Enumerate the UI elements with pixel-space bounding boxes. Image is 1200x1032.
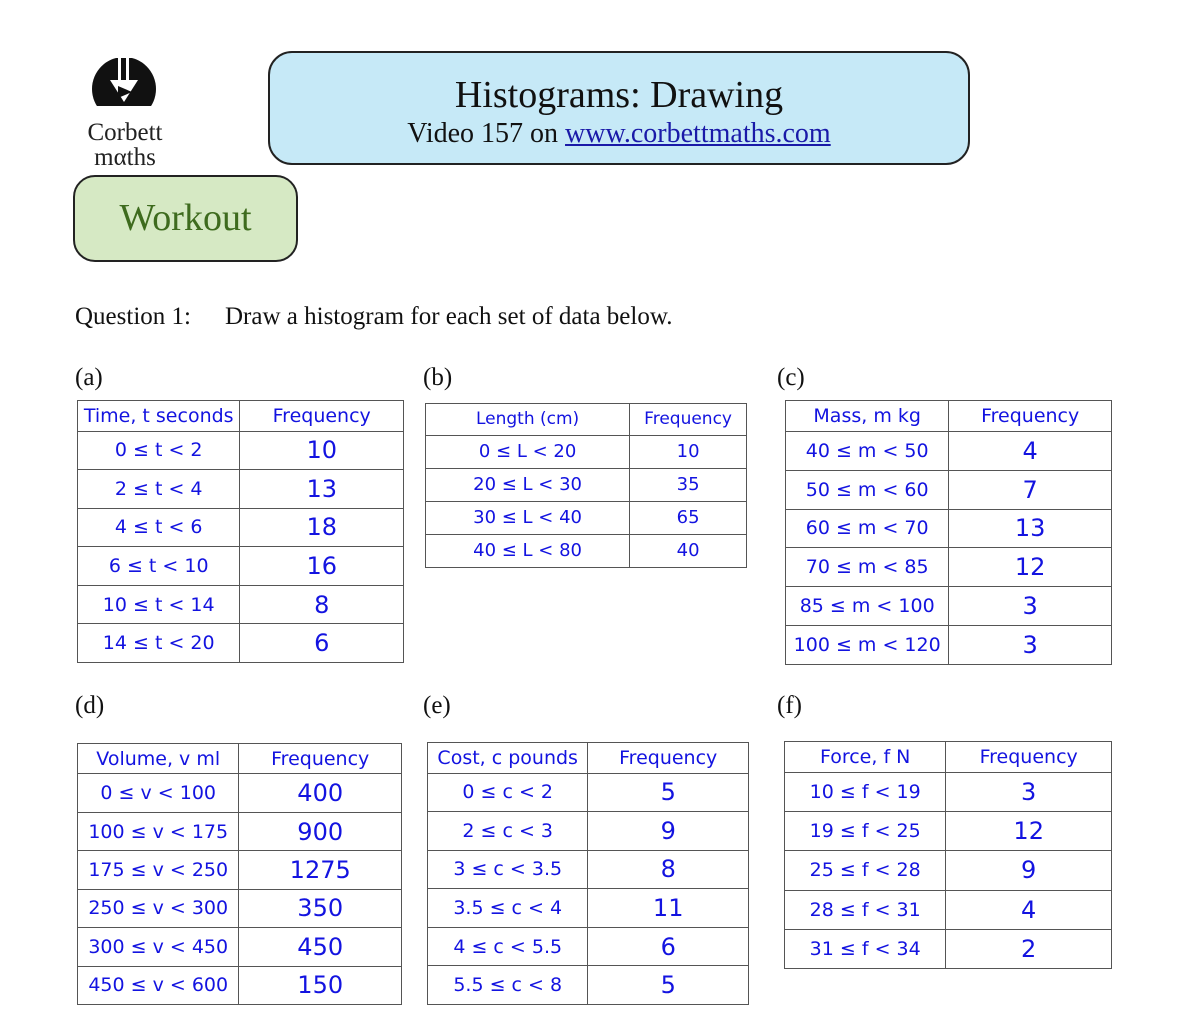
interval-cell: 60 ≤ m < 70 — [786, 509, 949, 548]
frequency-cell: 9 — [588, 812, 749, 851]
interval-cell: 0 ≤ L < 20 — [426, 435, 630, 468]
frequency-cell: 16 — [240, 547, 404, 586]
interval-cell: 19 ≤ f < 25 — [785, 812, 946, 851]
table-row — [786, 431, 1112, 470]
interval-cell: 175 ≤ v < 250 — [78, 851, 239, 889]
frequency-cell: 8 — [588, 850, 749, 889]
column-header-frequency: Frequency — [630, 404, 747, 436]
interval-cell: 40 ≤ m < 50 — [786, 431, 949, 470]
table-row — [428, 927, 749, 966]
interval-cell: 10 ≤ t < 14 — [78, 585, 240, 624]
title-banner — [268, 51, 970, 165]
table-row — [786, 470, 1112, 509]
frequency-cell: 11 — [588, 889, 749, 928]
interval-cell: 50 ≤ m < 60 — [786, 470, 949, 509]
column-header-frequency: Frequency — [949, 401, 1112, 432]
interval-cell: 25 ≤ f < 28 — [785, 851, 946, 890]
part-label-f: (f) — [777, 692, 802, 719]
frequency-table-f — [784, 741, 1112, 969]
table-row — [785, 890, 1112, 929]
interval-cell: 30 ≤ L < 40 — [426, 501, 630, 534]
logo-emblem-icon — [70, 58, 180, 120]
interval-cell: 250 ≤ v < 300 — [78, 889, 239, 927]
column-header-interval: Mass, m kg — [786, 401, 949, 432]
frequency-cell: 6 — [240, 624, 404, 663]
frequency-cell: 12 — [946, 812, 1112, 851]
interval-cell: 28 ≤ f < 31 — [785, 890, 946, 929]
table-row — [785, 812, 1112, 851]
part-label-c: (c) — [777, 364, 805, 391]
page-title: Histograms: Drawing — [454, 74, 784, 116]
table-row — [785, 773, 1112, 812]
table-row — [428, 812, 749, 851]
frequency-cell: 6 — [588, 927, 749, 966]
column-header-interval: Time, t seconds — [78, 401, 240, 432]
frequency-cell: 13 — [949, 509, 1112, 548]
website-link[interactable]: www.corbettmaths.com — [565, 118, 831, 149]
frequency-cell: 5 — [588, 966, 749, 1005]
frequency-cell: 35 — [630, 468, 747, 501]
table-row — [426, 501, 747, 534]
frequency-cell: 10 — [240, 431, 404, 470]
interval-cell: 0 ≤ c < 2 — [428, 773, 588, 812]
table-row — [426, 468, 747, 501]
frequency-cell: 400 — [239, 774, 402, 812]
table-row — [78, 508, 404, 547]
table-row — [78, 812, 402, 850]
column-header-interval: Volume, v ml — [78, 744, 239, 774]
table-header-row — [428, 743, 749, 774]
question-text: Draw a histogram for each set of data below. — [225, 303, 673, 330]
interval-cell: 40 ≤ L < 80 — [426, 534, 630, 567]
table-row — [786, 548, 1112, 587]
table-row — [428, 889, 749, 928]
table-row — [786, 626, 1112, 665]
interval-cell: 2 ≤ c < 3 — [428, 812, 588, 851]
part-label-b: (b) — [423, 364, 453, 391]
interval-cell: 4 ≤ t < 6 — [78, 508, 240, 547]
frequency-cell: 450 — [239, 928, 402, 966]
table-row — [78, 966, 402, 1005]
subtitle-prefix: Video 157 on — [407, 118, 566, 149]
table-row — [78, 851, 402, 889]
column-header-interval: Length (cm) — [426, 404, 630, 436]
frequency-table-a — [77, 400, 404, 663]
frequency-cell: 2 — [946, 929, 1112, 968]
interval-cell: 3 ≤ c < 3.5 — [428, 850, 588, 889]
frequency-cell: 12 — [949, 548, 1112, 587]
table-row — [78, 585, 404, 624]
column-header-interval: Force, f N — [785, 742, 946, 773]
column-header-frequency: Frequency — [588, 743, 749, 774]
table-row — [78, 889, 402, 927]
frequency-cell: 9 — [946, 851, 1112, 890]
interval-cell: 2 ≤ t < 4 — [78, 470, 240, 509]
frequency-table-b — [425, 403, 747, 568]
frequency-cell: 350 — [239, 889, 402, 927]
table-row — [786, 509, 1112, 548]
table-row — [428, 966, 749, 1005]
frequency-table-d — [77, 743, 402, 1005]
interval-cell: 6 ≤ t < 10 — [78, 547, 240, 586]
frequency-cell: 3 — [949, 626, 1112, 665]
interval-cell: 85 ≤ m < 100 — [786, 587, 949, 626]
interval-cell: 3.5 ≤ c < 4 — [428, 889, 588, 928]
frequency-cell: 150 — [239, 966, 402, 1005]
interval-cell: 31 ≤ f < 34 — [785, 929, 946, 968]
table-row — [78, 928, 402, 966]
frequency-cell: 5 — [588, 773, 749, 812]
part-label-e: (e) — [423, 692, 451, 719]
frequency-cell: 3 — [949, 587, 1112, 626]
interval-cell: 4 ≤ c < 5.5 — [428, 927, 588, 966]
question-number: Question 1: — [75, 303, 191, 330]
frequency-cell: 65 — [630, 501, 747, 534]
interval-cell: 70 ≤ m < 85 — [786, 548, 949, 587]
part-label-a: (a) — [75, 364, 103, 391]
frequency-cell: 900 — [239, 812, 402, 850]
frequency-cell: 3 — [946, 773, 1112, 812]
table-header-row — [785, 742, 1112, 773]
table-row — [78, 470, 404, 509]
frequency-cell: 13 — [240, 470, 404, 509]
frequency-cell: 18 — [240, 508, 404, 547]
frequency-cell: 8 — [240, 585, 404, 624]
interval-cell: 300 ≤ v < 450 — [78, 928, 239, 966]
table-row — [428, 773, 749, 812]
table-header-row — [78, 401, 404, 432]
table-row — [786, 587, 1112, 626]
table-header-row — [426, 404, 747, 436]
table-row — [78, 431, 404, 470]
table-row — [78, 547, 404, 586]
interval-cell: 14 ≤ t < 20 — [78, 624, 240, 663]
interval-cell: 100 ≤ v < 175 — [78, 812, 239, 850]
interval-cell: 0 ≤ v < 100 — [78, 774, 239, 812]
part-label-d: (d) — [75, 692, 105, 719]
interval-cell: 5.5 ≤ c < 8 — [428, 966, 588, 1005]
frequency-table-e — [427, 742, 749, 1005]
interval-cell: 10 ≤ f < 19 — [785, 773, 946, 812]
table-header-row — [786, 401, 1112, 432]
table-row — [428, 850, 749, 889]
column-header-interval: Cost, c pounds — [428, 743, 588, 774]
frequency-cell: 40 — [630, 534, 747, 567]
table-header-row — [78, 744, 402, 774]
frequency-cell: 7 — [949, 470, 1112, 509]
logo-text-line2: mαths — [94, 144, 156, 171]
table-row — [78, 624, 404, 663]
frequency-cell: 4 — [949, 431, 1112, 470]
table-row — [785, 851, 1112, 890]
question-line — [75, 302, 673, 332]
interval-cell: 0 ≤ t < 2 — [78, 431, 240, 470]
interval-cell: 20 ≤ L < 30 — [426, 468, 630, 501]
frequency-cell: 4 — [946, 890, 1112, 929]
table-row — [426, 435, 747, 468]
column-header-frequency: Frequency — [239, 744, 402, 774]
frequency-cell: 10 — [630, 435, 747, 468]
frequency-table-c — [785, 400, 1112, 665]
interval-cell: 450 ≤ v < 600 — [78, 966, 239, 1005]
logo-text-line1: Corbett — [87, 119, 163, 146]
frequency-cell: 1275 — [239, 851, 402, 889]
workout-badge: Workout — [73, 175, 298, 262]
page-subtitle — [270, 117, 968, 151]
table-row — [78, 774, 402, 812]
corbettmaths-logo — [70, 58, 180, 173]
table-row — [785, 929, 1112, 968]
column-header-frequency: Frequency — [946, 742, 1112, 773]
column-header-frequency: Frequency — [240, 401, 404, 432]
table-row — [426, 534, 747, 567]
interval-cell: 100 ≤ m < 120 — [786, 626, 949, 665]
